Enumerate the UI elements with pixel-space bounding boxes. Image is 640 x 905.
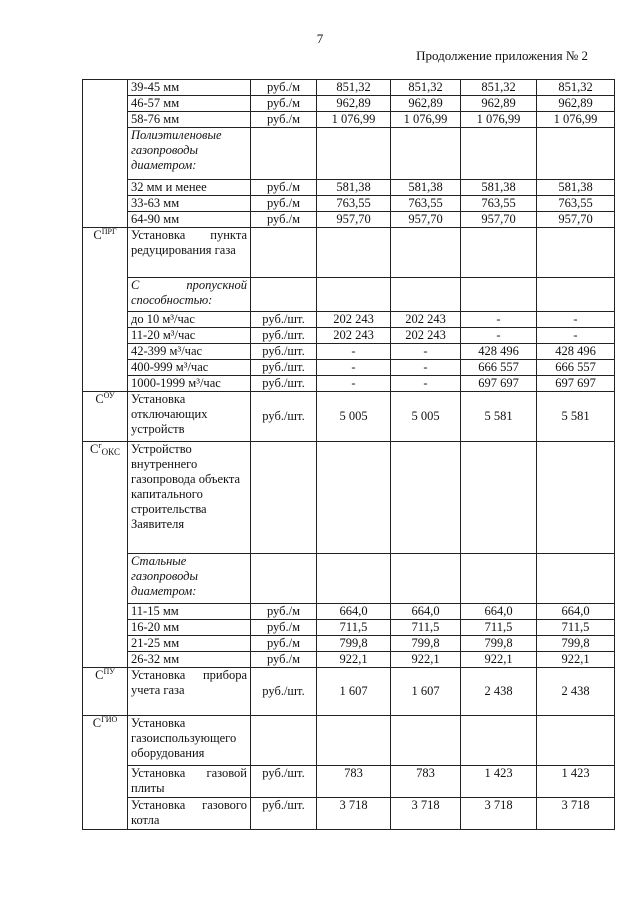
value-cell: 851,32 xyxy=(317,80,391,96)
code-cell: $С^{ГИО}$ xyxy=(83,716,128,830)
description-cell: 16-20 мм xyxy=(128,620,251,636)
value-cell xyxy=(461,554,537,604)
description-cell: 58-76 мм xyxy=(128,112,251,128)
value-cell xyxy=(317,442,391,554)
table-row xyxy=(83,798,615,830)
description-cell: Установка отключающих устройств xyxy=(128,392,251,442)
unit-cell: руб./м xyxy=(251,636,317,652)
table-row xyxy=(83,442,615,554)
unit-cell xyxy=(251,278,317,312)
value-cell: 202 243 xyxy=(391,312,461,328)
value-cell: 3 718 xyxy=(461,798,537,830)
value-cell: - xyxy=(537,312,615,328)
value-cell xyxy=(391,554,461,604)
value-cell: 957,70 xyxy=(537,212,615,228)
value-cell: 957,70 xyxy=(391,212,461,228)
value-cell: 922,1 xyxy=(461,652,537,668)
table-row xyxy=(83,128,615,180)
value-cell: 666 557 xyxy=(537,360,615,376)
unit-cell: руб./м xyxy=(251,196,317,212)
table-row xyxy=(83,212,615,228)
value-cell: 2 438 xyxy=(537,668,615,716)
value-cell: 763,55 xyxy=(461,196,537,212)
value-cell: 957,70 xyxy=(317,212,391,228)
description-cell: 32 мм и менее xyxy=(128,180,251,196)
description-cell: 26-32 мм xyxy=(128,652,251,668)
value-cell xyxy=(537,228,615,278)
description-cell: С пропускной способностью: xyxy=(128,278,251,312)
value-cell: 1 423 xyxy=(537,766,615,798)
description-cell: 1000-1999 м³/час xyxy=(128,376,251,392)
value-cell: 962,89 xyxy=(461,96,537,112)
value-cell xyxy=(317,228,391,278)
page-number: 7 xyxy=(316,31,324,46)
code-superscript: ОУ xyxy=(103,391,115,400)
code-cell: $С^{ОУ}$ xyxy=(83,392,128,442)
description-cell: Установка газоиспользующего оборудования xyxy=(128,716,251,766)
description-cell: Устройство внутреннего газопровода объекта капитального строительства Заявителя xyxy=(128,442,251,554)
value-cell: 664,0 xyxy=(391,604,461,620)
table-row xyxy=(83,652,615,668)
table-row xyxy=(83,196,615,212)
value-cell: - xyxy=(391,344,461,360)
code-superscript: ПРГ xyxy=(101,227,117,236)
table-row xyxy=(83,668,615,716)
unit-cell: руб./шт. xyxy=(251,376,317,392)
description-cell: 11-15 мм xyxy=(128,604,251,620)
table-row xyxy=(83,392,615,442)
value-cell: - xyxy=(461,312,537,328)
code-subscript: ОКС xyxy=(101,447,120,457)
value-cell: 962,89 xyxy=(317,96,391,112)
value-cell: 202 243 xyxy=(317,328,391,344)
description-cell: Стальные газопроводы диаметром: xyxy=(128,554,251,604)
value-cell: 1 423 xyxy=(461,766,537,798)
description-cell: Установка пункта редуцирования газа xyxy=(128,228,251,278)
value-cell: 5 581 xyxy=(537,392,615,442)
value-cell xyxy=(537,554,615,604)
value-cell: 799,8 xyxy=(537,636,615,652)
unit-cell: руб./шт. xyxy=(251,766,317,798)
value-cell xyxy=(537,128,615,180)
value-cell xyxy=(461,716,537,766)
value-cell: 5 581 xyxy=(461,392,537,442)
value-cell xyxy=(537,278,615,312)
value-cell: - xyxy=(317,376,391,392)
value-cell: 711,5 xyxy=(461,620,537,636)
value-cell: - xyxy=(317,360,391,376)
unit-cell: руб./м xyxy=(251,620,317,636)
value-cell: 799,8 xyxy=(391,636,461,652)
value-cell: 962,89 xyxy=(391,96,461,112)
unit-cell: руб./м xyxy=(251,180,317,196)
value-cell: 1 607 xyxy=(391,668,461,716)
value-cell: 763,55 xyxy=(391,196,461,212)
value-cell xyxy=(391,442,461,554)
unit-cell: руб./м xyxy=(251,212,317,228)
value-cell: 783 xyxy=(391,766,461,798)
value-cell: 1 076,99 xyxy=(317,112,391,128)
value-cell: 202 243 xyxy=(391,328,461,344)
table-row xyxy=(83,328,615,344)
description-cell: Полиэтиленовые газопроводы диаметром: xyxy=(128,128,251,180)
table-row xyxy=(83,180,615,196)
value-cell: 5 005 xyxy=(317,392,391,442)
tariff-table xyxy=(82,79,615,830)
value-cell: 922,1 xyxy=(317,652,391,668)
table-row xyxy=(83,554,615,604)
code-superscript: ГИО xyxy=(101,715,118,724)
value-cell xyxy=(461,228,537,278)
value-cell: 428 496 xyxy=(461,344,537,360)
value-cell: 1 076,99 xyxy=(537,112,615,128)
unit-cell xyxy=(251,442,317,554)
value-cell: 428 496 xyxy=(537,344,615,360)
value-cell xyxy=(461,442,537,554)
unit-cell xyxy=(251,228,317,278)
description-cell: 11-20 м³/час xyxy=(128,328,251,344)
unit-cell: руб./шт. xyxy=(251,328,317,344)
description-cell: Установка газового котла xyxy=(128,798,251,830)
value-cell: 5 005 xyxy=(391,392,461,442)
value-cell: 697 697 xyxy=(537,376,615,392)
table-row xyxy=(83,80,615,96)
value-cell xyxy=(537,442,615,554)
value-cell: 799,8 xyxy=(461,636,537,652)
value-cell xyxy=(461,128,537,180)
unit-cell: руб./м xyxy=(251,652,317,668)
value-cell: - xyxy=(537,328,615,344)
value-cell xyxy=(391,716,461,766)
value-cell xyxy=(317,554,391,604)
unit-cell: руб./м xyxy=(251,112,317,128)
unit-cell xyxy=(251,716,317,766)
value-cell: 581,38 xyxy=(317,180,391,196)
value-cell: 664,0 xyxy=(537,604,615,620)
description-cell: 400-999 м³/час xyxy=(128,360,251,376)
value-cell: 1 607 xyxy=(317,668,391,716)
code-cell: $С^{ПУ}$ xyxy=(83,668,128,716)
value-cell: 711,5 xyxy=(391,620,461,636)
value-cell: 711,5 xyxy=(537,620,615,636)
table-row xyxy=(83,620,615,636)
description-cell: 21-25 мм xyxy=(128,636,251,652)
value-cell: 851,32 xyxy=(391,80,461,96)
unit-cell: руб./шт. xyxy=(251,668,317,716)
value-cell xyxy=(391,228,461,278)
value-cell: 664,0 xyxy=(461,604,537,620)
table-row xyxy=(83,636,615,652)
value-cell: - xyxy=(461,328,537,344)
value-cell: 664,0 xyxy=(317,604,391,620)
value-cell: 799,8 xyxy=(317,636,391,652)
description-cell: 33-63 мм xyxy=(128,196,251,212)
unit-cell xyxy=(251,128,317,180)
table-row xyxy=(83,96,615,112)
unit-cell: руб./шт. xyxy=(251,798,317,830)
description-cell: 46-57 мм xyxy=(128,96,251,112)
description-cell: Установка прибора учета газа xyxy=(128,668,251,716)
value-cell: 1 076,99 xyxy=(461,112,537,128)
value-cell: 666 557 xyxy=(461,360,537,376)
description-cell: 39-45 мм xyxy=(128,80,251,96)
value-cell: - xyxy=(391,360,461,376)
unit-cell: руб./шт. xyxy=(251,360,317,376)
table-row xyxy=(83,766,615,798)
value-cell: - xyxy=(317,344,391,360)
value-cell: 783 xyxy=(317,766,391,798)
table-row xyxy=(83,228,615,278)
value-cell: 922,1 xyxy=(537,652,615,668)
description-cell: до 10 м³/час xyxy=(128,312,251,328)
code-superscript: ПУ xyxy=(103,667,115,676)
value-cell: 202 243 xyxy=(317,312,391,328)
table-row xyxy=(83,376,615,392)
unit-cell: руб./м xyxy=(251,604,317,620)
code-cell: $С^гОКС$ xyxy=(83,442,128,668)
table-row xyxy=(83,278,615,312)
value-cell xyxy=(461,278,537,312)
description-cell: Установка газовой плиты xyxy=(128,766,251,798)
value-cell: - xyxy=(391,376,461,392)
description-cell: 42-399 м³/час xyxy=(128,344,251,360)
value-cell: 922,1 xyxy=(391,652,461,668)
description-cell: 64-90 мм xyxy=(128,212,251,228)
unit-cell: руб./шт. xyxy=(251,312,317,328)
unit-cell: руб./шт. xyxy=(251,392,317,442)
value-cell: 957,70 xyxy=(461,212,537,228)
value-cell: 581,38 xyxy=(391,180,461,196)
value-cell: 3 718 xyxy=(317,798,391,830)
continuation-title: Продолжение приложения № 2 xyxy=(416,48,588,63)
value-cell: 1 076,99 xyxy=(391,112,461,128)
code-cell xyxy=(83,80,128,228)
value-cell: 851,32 xyxy=(461,80,537,96)
value-cell: 763,55 xyxy=(537,196,615,212)
value-cell xyxy=(391,278,461,312)
table-row xyxy=(83,112,615,128)
value-cell: 3 718 xyxy=(391,798,461,830)
value-cell: 2 438 xyxy=(461,668,537,716)
table-row xyxy=(83,716,615,766)
value-cell xyxy=(317,278,391,312)
value-cell xyxy=(537,716,615,766)
value-cell xyxy=(317,716,391,766)
value-cell: 3 718 xyxy=(537,798,615,830)
code-cell: $С^{ПРГ}$ xyxy=(83,228,128,392)
value-cell xyxy=(317,128,391,180)
table-row xyxy=(83,360,615,376)
table-row xyxy=(83,344,615,360)
value-cell xyxy=(391,128,461,180)
value-cell: 711,5 xyxy=(317,620,391,636)
unit-cell xyxy=(251,554,317,604)
unit-cell: руб./шт. xyxy=(251,344,317,360)
value-cell: 763,55 xyxy=(317,196,391,212)
value-cell: 581,38 xyxy=(537,180,615,196)
table-row xyxy=(83,312,615,328)
unit-cell: руб./м xyxy=(251,96,317,112)
value-cell: 962,89 xyxy=(537,96,615,112)
value-cell: 851,32 xyxy=(537,80,615,96)
table-row xyxy=(83,604,615,620)
value-cell: 697 697 xyxy=(461,376,537,392)
unit-cell: руб./м xyxy=(251,80,317,96)
value-cell: 581,38 xyxy=(461,180,537,196)
